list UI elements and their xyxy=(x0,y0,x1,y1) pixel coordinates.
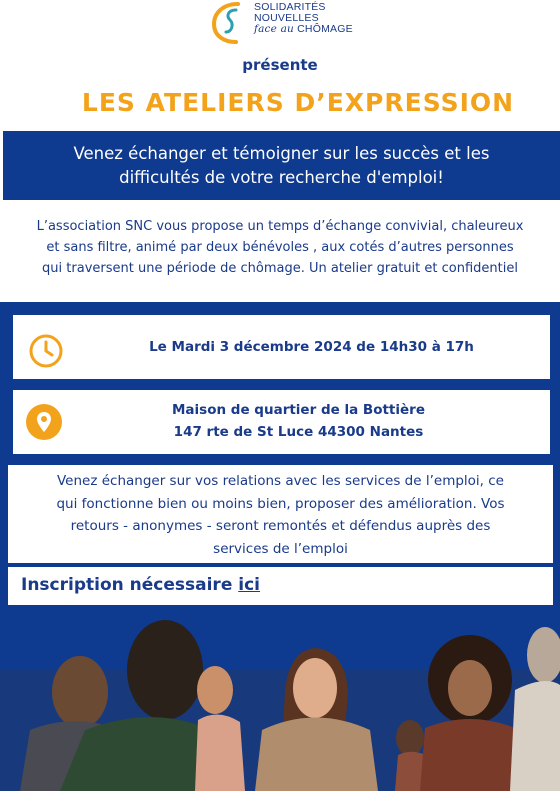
description-line-3: retours - anonymes - seront remontés et défendus auprès des xyxy=(70,518,491,534)
intro-line-1: L’association SNC vous propose un temps d’échange convivial, chaleureux xyxy=(36,219,524,234)
event-location xyxy=(73,399,524,443)
snc-logo-icon xyxy=(210,0,250,44)
description-line-1: Venez échanger sur vos relations avec les services de l’emploi, ce xyxy=(57,473,504,489)
signup-card xyxy=(8,567,553,605)
signup-link[interactable]: ici xyxy=(238,575,260,595)
banner-line-2: difficultés de votre recherche d'emploi! xyxy=(119,167,444,187)
headline-banner xyxy=(3,131,560,200)
location-address: 147 rte de St Luce 44300 Nantes xyxy=(173,424,424,440)
description-line-4: services de l’emploi xyxy=(213,540,348,557)
location-badge xyxy=(26,404,62,440)
snc-logo xyxy=(210,0,370,44)
event-date: Le Mardi 3 décembre 2024 de 14h30 à 17h xyxy=(149,339,474,355)
clock-icon xyxy=(28,333,64,369)
logo-line-3-caps: CHÔMAGE xyxy=(297,23,353,35)
logo-line-3-italic: face au xyxy=(254,23,295,35)
description-line-2: qui fonctionne bien ou moins bien, proposer des amélioration. Vos xyxy=(56,495,505,512)
date-card xyxy=(13,315,550,379)
location-card xyxy=(13,390,550,454)
location-name: Maison de quartier de la Bottière xyxy=(172,402,425,418)
intro-line-3: qui traversent une période de chômage. Un atelier gratuit et confidentiel xyxy=(42,261,518,276)
logo-line-2: NOUVELLES xyxy=(254,12,319,24)
description-card xyxy=(8,465,553,563)
logo-line-1: SOLIDARITÉS xyxy=(254,1,326,13)
signup-label: Inscription nécessaire xyxy=(21,575,239,595)
group-photo xyxy=(0,610,560,791)
logo-line-3 xyxy=(254,24,353,35)
intro-paragraph xyxy=(0,216,560,279)
logo-wordmark xyxy=(254,2,353,35)
intro-line-2: et sans filtre, animé par deux bénévoles , aux cotés d’autres personnes xyxy=(46,240,514,255)
presents-label: présente xyxy=(242,56,318,74)
page-title: LES ATELIERS D’EXPRESSION xyxy=(81,88,515,117)
banner-line-1: Venez échanger et témoigner sur les succès et les xyxy=(73,143,490,163)
location-pin-icon xyxy=(26,404,62,440)
